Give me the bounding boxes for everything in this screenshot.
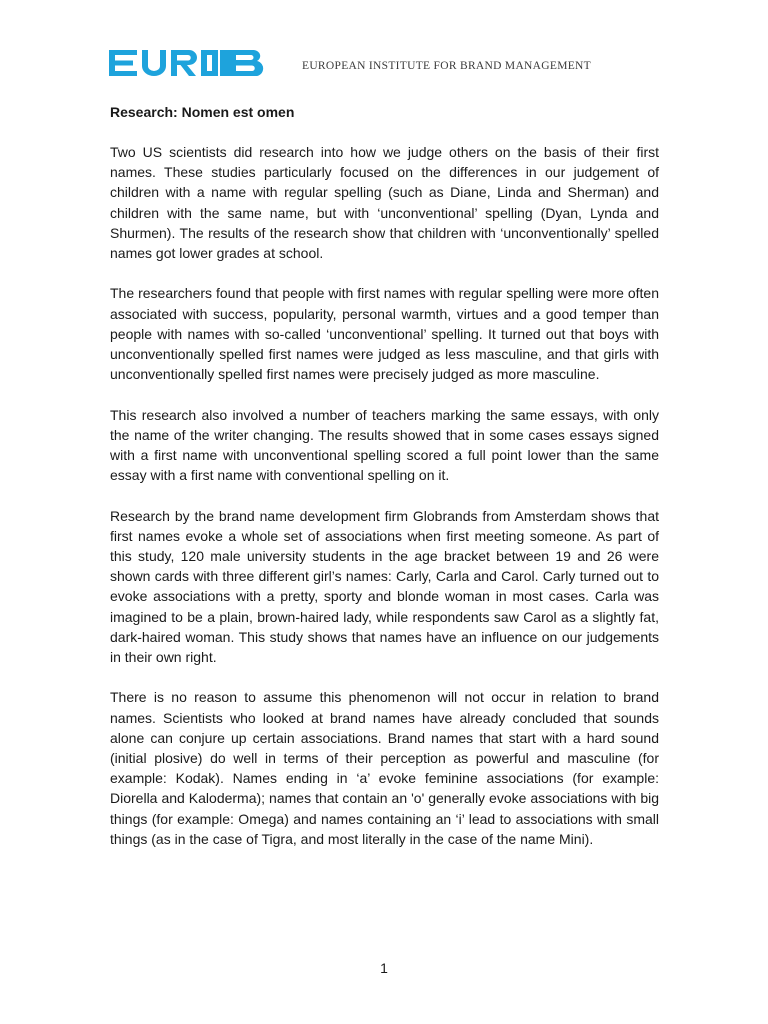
document-body — [110, 102, 659, 869]
institute-tagline: EUROPEAN INSTITUTE FOR BRAND MANAGEMENT — [302, 60, 591, 72]
paragraph: This research also involved a number of teachers marking the same essays, with only the name of the writer changing. The results showed that in some cases essays signed with a first name with unconventional spelling scored a full point lower than the same essay with a first name with conventional spelling on it. — [110, 406, 659, 484]
page-number: 1 — [380, 960, 388, 976]
paragraph: There is no reason to assume this phenomenon will not occur in relation to brand names. Scientists who looked at brand names have already concluded that sounds alone can conjure up certain associations. Brand names that start with a hard sound (initial plosive) do well in terms of their perception as powerful and masculine (for example: Kodak). Names ending in ‘a’ evoke feminine associations (for example: Diorella and Kaloderma); names that contain an 'o' generally evoke associations with big things (for example: Omega) and names containing an ‘i’ lead to associations with small things (as in the case of Tigra, and most literally in the case of the name Mini). — [110, 689, 659, 847]
paragraph: Research by the brand name development firm Globrands from Amsterdam shows that first names evoke a whole set of associations when first meeting someone. As part of this study, 120 male university students in the age bracket between 19 and 26 were shown cards with three different girl’s names: Carly, Carla and Carol. Carly turned out to evoke associations with a pretty, sporty and blonde woman in most cases. Carla was imagined to be a plain, brown-haired lady, while respondents saw Carol as a slightly fat, dark-haired woman. This study shows that names have an influence on our judgements in their own right. — [110, 507, 659, 666]
eurib-logo-mark — [109, 50, 267, 76]
paragraph: The researchers found that people with first names with regular spelling were more often associated with success, popularity, personal warmth, virtues and a good temper than people with names with so-called ‘unconventional’ spelling. It turned out that boys with unconventionally spelled first names were judged as less masculine, and that girls with unconventionally spelled first names were precisely judged as more masculine. — [110, 285, 659, 383]
eurib-logo — [109, 50, 267, 76]
paragraph: Two US scientists did research into how we judge others on the basis of their first names. These studies particularly focused on the differences in our judgement of children with a name with regular spelling (such as Diane, Linda and Sherman) and children with the same name, but with ‘unconventional’ spelling (Dyan, Lynda and Shurmen). The results of the research show that children with ‘unconventionally’ spelled names got lower grades at school. — [110, 144, 659, 262]
document-title: Research: Nomen est omen — [110, 104, 295, 120]
